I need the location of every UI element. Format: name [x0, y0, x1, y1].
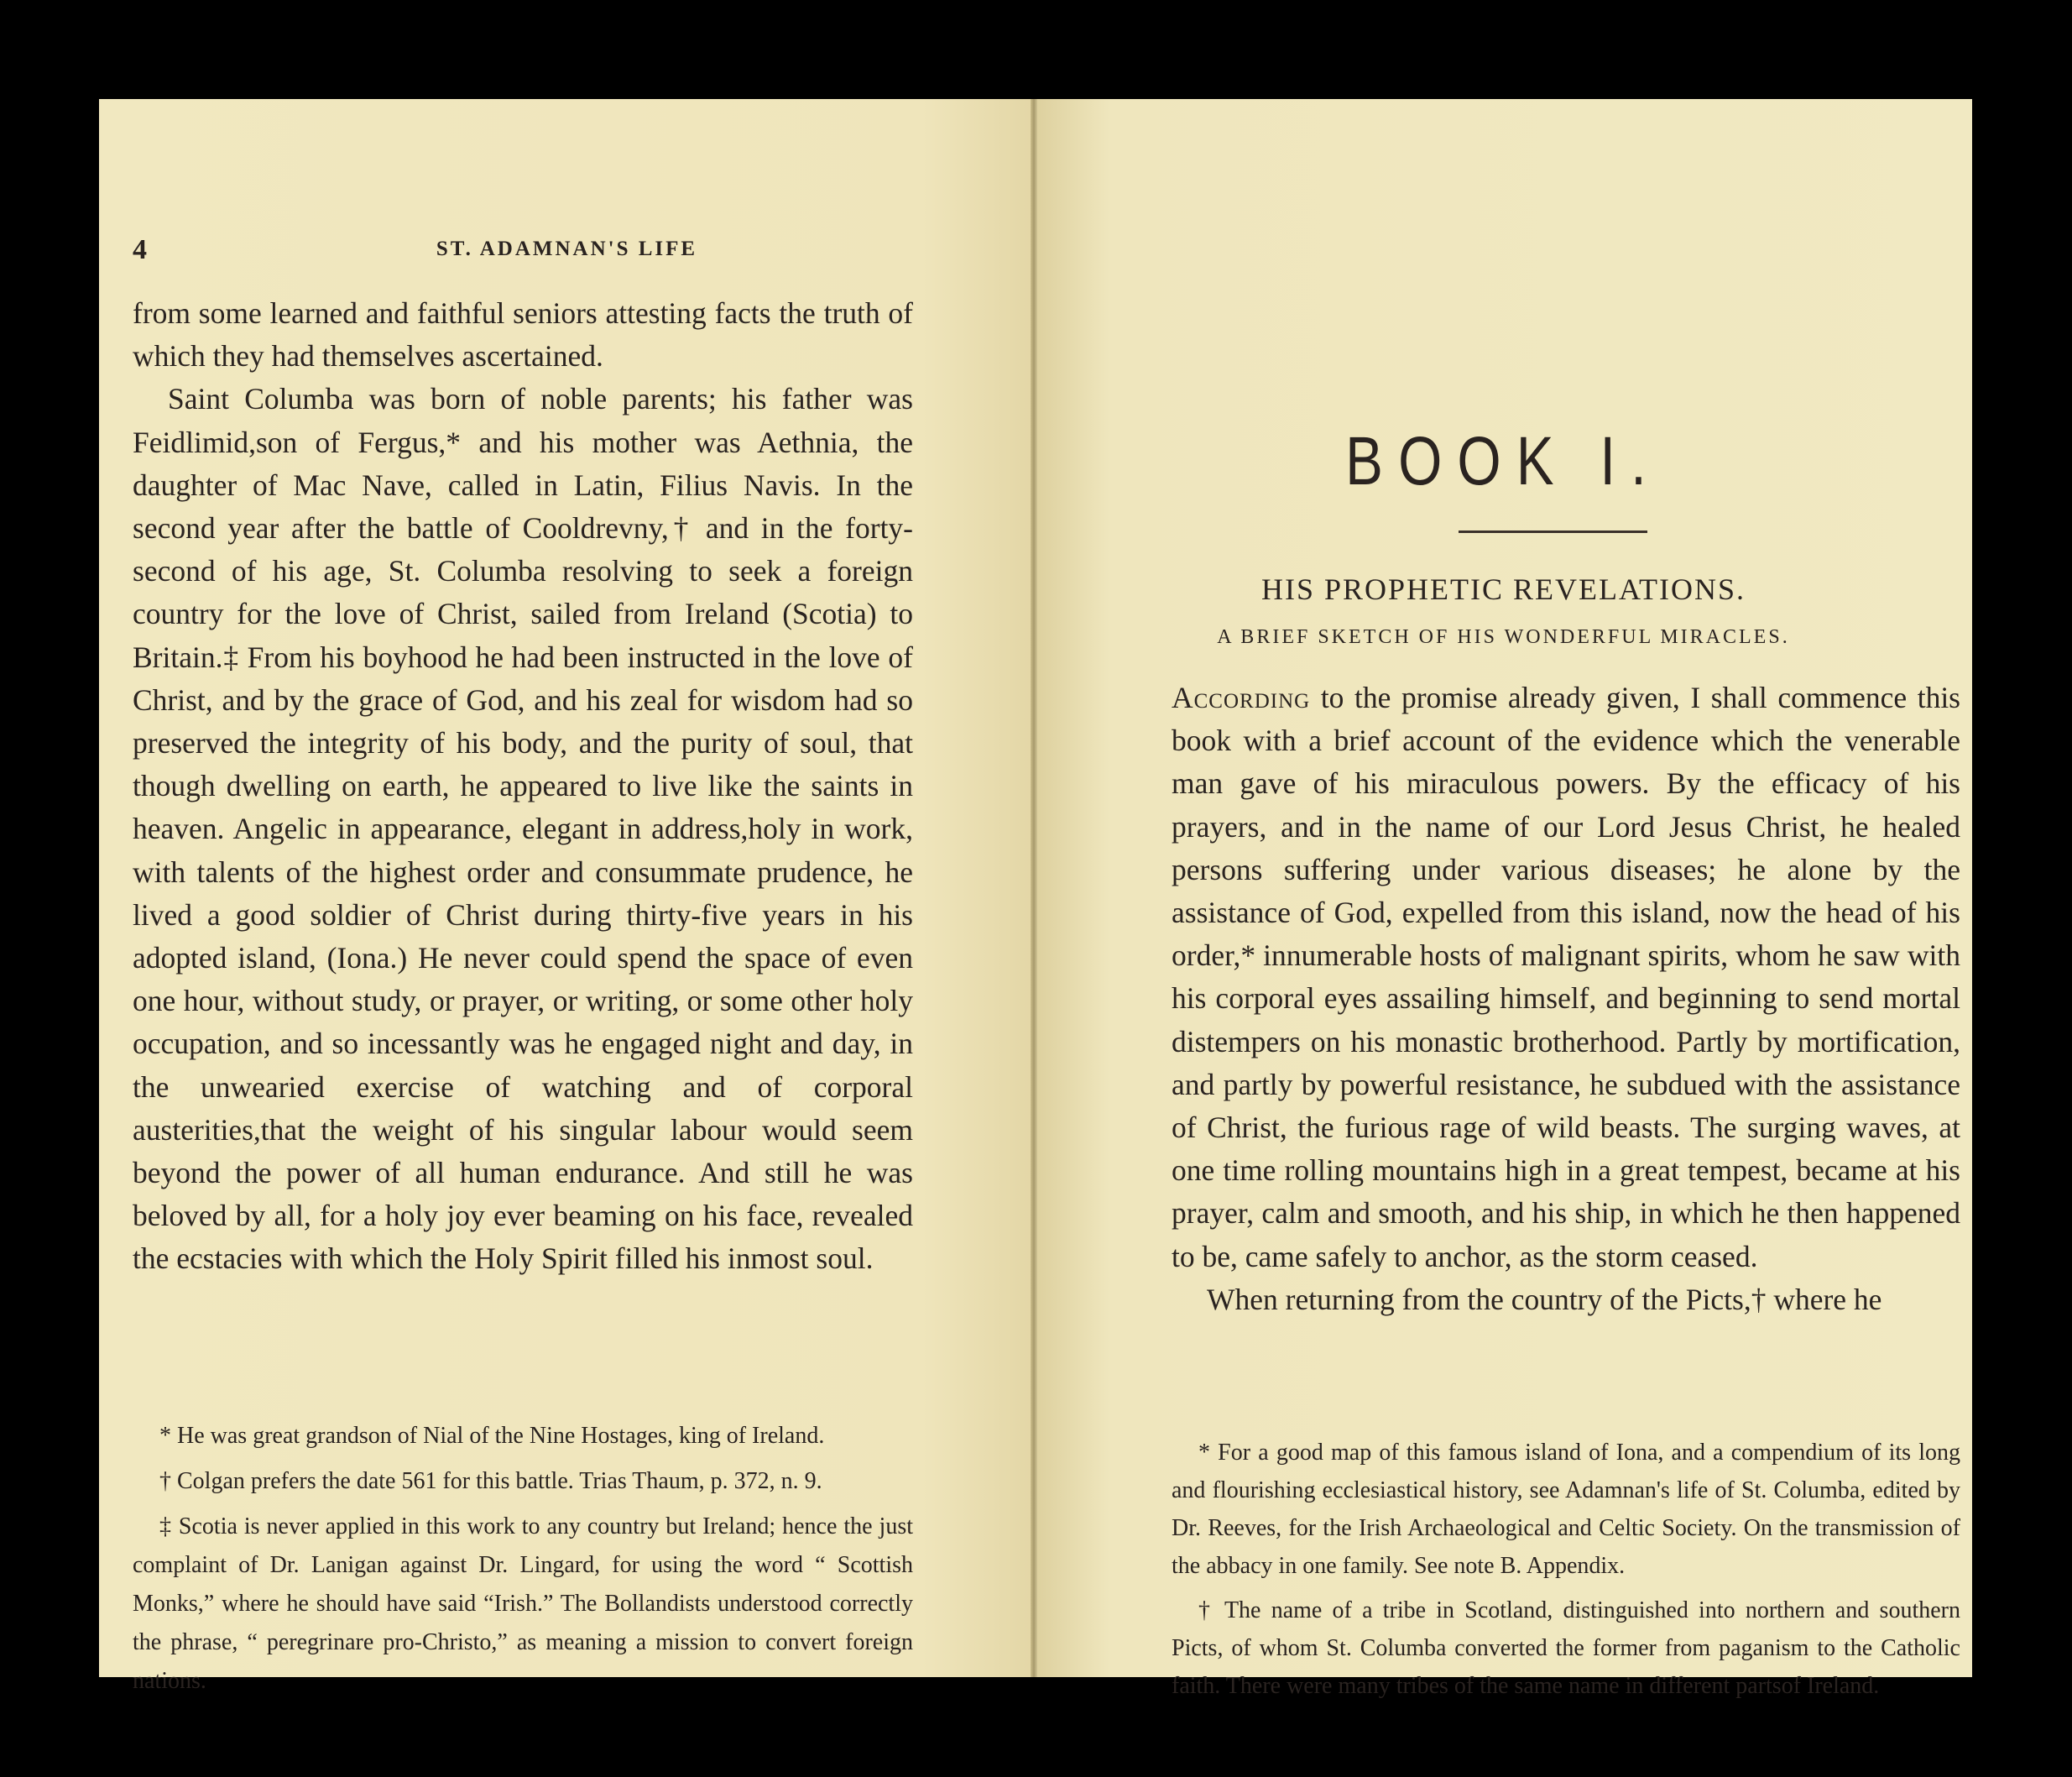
page-number: 4	[133, 234, 147, 265]
paragraph: from some learned and faithful seniors attesting facts the truth of which they had themselves ascertained.	[133, 296, 913, 374]
paragraph-text: to the promise already given, I shall commence this book with a brief account of the evidence which the venerable man gave of his miraculous powers. By the efficacy of his prayers, and in the name of our Lord Jesus Christ, he healed persons suffering under various diseases; he alone by the assistance of God, expelled from this island, now the head of his order,* innumerable hosts of malignant spirits, whom he saw with his corporal eyes assailing himself, and beginning to send mortal distempers on his monastic brotherhood. Partly by mortification, and partly by powerful resistance, he subdued with the assistance of Christ, the furious rage of wild beasts. The surging waves, at one time rolling mountains high in a great tempest, became at his prayer, calm and smooth, and his ship, in which he then happened to be, came safely to anchor, as the storm ceased.	[1172, 681, 1960, 1273]
left-footnotes	[133, 1417, 913, 1707]
section-title: HIS PROPHETIC REVELATIONS.	[1260, 572, 1746, 606]
paragraph: Saint Columba was born of noble parents; his father was Feidlimid,son of Fergus,* and his mother was Aethnia, the daughter of Mac Nave, called in Latin, Filius Navis. In the second year after the battle of Cooldrevny,† and in the forty-second of his age, St. Columba resolving to seek a foreign country for the love of Christ, sailed from Ireland (Scotia) to Britain.‡ From his boyhood he had been instructed in the love of Christ, and by the grace of God, and his zeal for wisdom had so preserved the integrity of his body, and the purity of soul, that though dwelling on earth, he appeared to live like the saints in heaven. Angelic in appearance, elegant in address,holy in work, with talents of the highest order and consummate prudence, he lived a good soldier of Christ during thirty-five years in his adopted island, (Iona.) He never could spend the space of even one hour, without study, or prayer, or writing, or some other holy occupation, and so incessantly was he engaged night and day, in the unwearied exercise of watching and of corporal austerities,that the weight of his singular labour would seem beyond the power of all human endurance. And still he was beloved by all, for a holy joy ever beaming on his face, revealed the ecstacies with which the Holy Spirit filled his inmost soul.	[133, 382, 913, 1276]
footnote: ‡ Scotia is never applied in this work to any country but Ireland; hence the just complaint of Dr. Lanigan against Dr. Lingard, for using the word “ Scottish Monks,” where he should have said “Irish.” The Bollandists understood correctly the phrase, “ peregrinare pro-Christo,” as meaning a mission to convert foreign nations.	[133, 1513, 913, 1694]
title-rule	[1459, 530, 1647, 533]
right-body-text	[1172, 677, 1960, 1321]
paragraph	[1172, 677, 1960, 1278]
left-body-text	[133, 292, 913, 1281]
footnote: † Colgan prefers the date 561 for this battle. Trias Thaum, p. 372, n. 9.	[159, 1468, 822, 1494]
footnote: † The name of a tribe in Scotland, distinguished into northern and southern Picts, of whom St. Columba converted the former from paganism to the Catholic faith. There were many tribes of the same name in different partsof Ireland.	[1172, 1597, 1960, 1699]
footnote: * For a good map of this famous island of Iona, and a compendium of its long and flourishing ecclesiastical history, see Adamnan's life of St. Columba, edited by Dr. Reeves, for the Irish Archaeological and Celtic Society. On the transmission of the abbacy in one family. See note B. Appendix.	[1172, 1440, 1960, 1579]
book-title: BOOK I.	[1345, 423, 1662, 499]
paragraph: When returning from the country of the Picts,† where he	[1207, 1282, 1882, 1316]
running-head-title: ST. ADAMNAN'S LIFE	[436, 238, 698, 260]
section-subtitle: A BRIEF SKETCH OF HIS WONDERFUL MIRACLES.	[1217, 626, 1790, 648]
left-page	[99, 99, 1035, 1694]
book-gutter	[1031, 99, 1037, 1677]
footnote: * He was great grandson of Nial of the Nine Hostages, king of Ireland.	[159, 1423, 825, 1449]
right-page	[1035, 99, 1972, 1699]
opening-word: According	[1172, 681, 1311, 714]
right-footnotes	[1172, 1434, 1960, 1712]
